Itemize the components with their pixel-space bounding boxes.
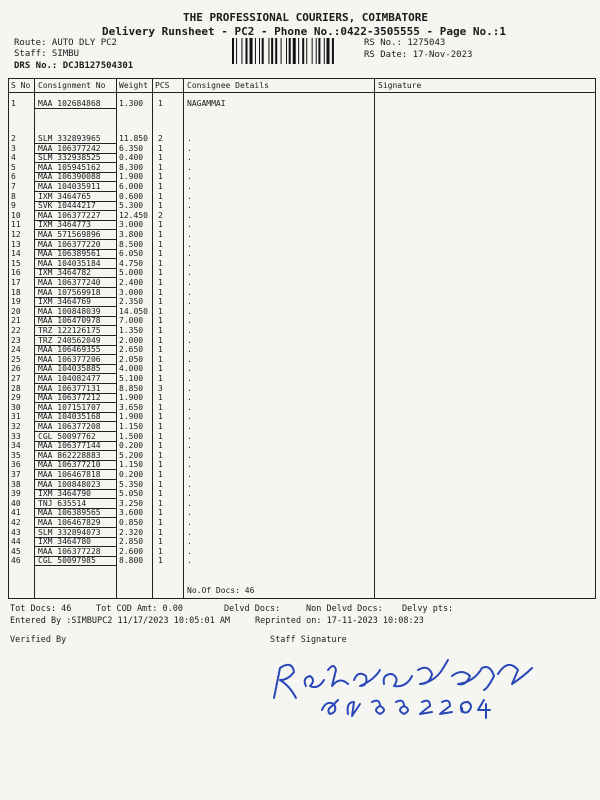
row-consignee: . <box>187 249 192 259</box>
row-weight: 3.250 <box>119 498 144 508</box>
row-consignment: CGL 50097762 <box>38 431 96 441</box>
row-pcs: 1 <box>158 182 163 191</box>
row-pcs: 1 <box>158 220 163 230</box>
column-header-consignment: Consignment No <box>38 81 106 90</box>
row-consignee: . <box>187 393 192 403</box>
row-consignee: . <box>187 460 192 470</box>
row-pcs: 1 <box>158 460 163 470</box>
row-consignment: TRZ 122126175 <box>38 326 101 335</box>
row-consignee: . <box>187 210 192 220</box>
row-sno: 10 <box>11 210 21 220</box>
row-weight: 5.200 <box>119 450 144 460</box>
row-weight: 1.350 <box>119 326 144 335</box>
row-sno: 46 <box>11 556 21 566</box>
row-weight: 8.300 <box>119 162 144 172</box>
row-sno: 28 <box>11 383 21 393</box>
row-weight: 2.050 <box>119 354 144 364</box>
row-consignee: . <box>187 153 192 163</box>
verified-by-label: Verified By <box>10 635 67 645</box>
table-bottom-border <box>8 598 596 599</box>
row-consignee: . <box>187 287 192 297</box>
row-sno: 25 <box>11 354 21 364</box>
row-consignee: . <box>187 546 192 556</box>
row-sno: 11 <box>11 220 21 230</box>
row-consignment: MAA 105945162 <box>38 162 101 172</box>
column-divider <box>152 78 153 598</box>
reprinted-on: Reprinted on: 17-11-2023 10:08:23 <box>255 616 424 626</box>
row-consignee: . <box>187 220 192 230</box>
row-pcs: 1 <box>158 326 163 335</box>
row-pcs: 1 <box>158 422 163 431</box>
row-pcs: 1 <box>158 470 163 479</box>
route-label: Route: AUTO DLY PC2 <box>14 38 117 48</box>
row-consignee: . <box>187 162 192 172</box>
row-pcs: 1 <box>158 546 163 556</box>
row-consignment: MAA 106389561 <box>38 249 101 259</box>
row-weight: 1.900 <box>119 172 144 182</box>
row-consignee: . <box>187 326 192 335</box>
row-sno: 6 <box>11 172 16 182</box>
row-consignee: . <box>187 364 192 374</box>
row-consignee: . <box>187 172 192 182</box>
rs-date: RS Date: 17-Nov-2023 <box>364 50 473 60</box>
non-delivered-docs: Non Delvd Docs: <box>306 604 383 614</box>
row-pcs: 1 <box>158 431 163 441</box>
row-consignee: . <box>187 498 192 508</box>
row-weight: 1.900 <box>119 393 144 403</box>
row-consignment: MAA 100848039 <box>38 306 101 316</box>
row-consignee: . <box>187 297 192 307</box>
row-sno: 43 <box>11 527 21 537</box>
row-consignment: TNJ 635514 <box>38 498 87 508</box>
row-sno: 2 <box>11 134 16 143</box>
row-weight: 0.200 <box>119 470 144 479</box>
row-sno: 40 <box>11 498 21 508</box>
row-sno: 35 <box>11 450 21 460</box>
row-consignee: . <box>187 518 192 527</box>
row-sno: 38 <box>11 479 21 489</box>
row-sno: 44 <box>11 537 21 547</box>
row-consignment: MAA 104082477 <box>38 374 101 383</box>
row-sno: 41 <box>11 508 21 518</box>
column-header-sno: S No <box>11 81 31 90</box>
row-pcs: 1 <box>158 527 163 537</box>
rs-number: RS No.: 1275043 <box>364 38 446 48</box>
company-name: THE PROFESSIONAL COURIERS, COIMBATORE <box>183 11 429 24</box>
row-sno: 9 <box>11 201 16 211</box>
row-consignee: . <box>187 556 192 566</box>
row-consignee: . <box>187 527 192 537</box>
row-consignee: . <box>187 258 192 268</box>
row-weight: 8.850 <box>119 383 144 393</box>
row-pcs: 1 <box>158 412 163 422</box>
row-sno: 17 <box>11 278 21 287</box>
row-consignment: IXM 3464790 <box>38 489 91 499</box>
row-pcs: 1 <box>158 162 163 172</box>
row-consignment: MAA 106467829 <box>38 518 101 527</box>
handwritten-signature <box>262 640 562 720</box>
row-consignment: IXM 3464780 <box>38 537 91 547</box>
row-consignment: MAA 106377212 <box>38 393 101 403</box>
staff-label: Staff: SIMBU <box>14 49 80 59</box>
row-pcs: 1 <box>158 143 163 153</box>
row-consignment: MAA 106390088 <box>38 172 101 182</box>
row-consignment: MAA 106377144 <box>38 441 101 451</box>
row-sno: 4 <box>11 153 16 163</box>
row-consignment: MAA 106377240 <box>38 278 101 287</box>
row-weight: 3.800 <box>119 230 144 239</box>
row-pcs: 1 <box>158 230 163 239</box>
column-divider <box>116 78 117 598</box>
total-cod-amount: Tot COD Amt: 0.00 <box>96 604 183 614</box>
row-weight: 2.000 <box>119 335 144 345</box>
row-weight: 4.000 <box>119 364 144 374</box>
row-consignee: . <box>187 431 192 441</box>
row-pcs: 1 <box>158 306 163 316</box>
row-pcs: 1 <box>158 172 163 182</box>
row-consignee: . <box>187 268 192 278</box>
row-weight: 3.000 <box>119 287 144 297</box>
row-pcs: 3 <box>158 383 163 393</box>
row-sno: 5 <box>11 162 16 172</box>
row-pcs: 1 <box>158 201 163 211</box>
row-weight: 6.000 <box>119 182 144 191</box>
row-sno: 21 <box>11 316 21 326</box>
row-consignee: . <box>187 537 192 547</box>
row-sno: 30 <box>11 402 21 412</box>
row-weight: 6.050 <box>119 249 144 259</box>
row-weight: 0.850 <box>119 518 144 527</box>
cell-underline <box>35 565 116 566</box>
row-pcs: 1 <box>158 354 163 364</box>
staff-signature-label: Staff Signature <box>270 635 347 645</box>
row-weight: 8.500 <box>119 239 144 249</box>
row-consignee: . <box>187 143 192 153</box>
row-consignee: . <box>187 306 192 316</box>
row-weight: 1.900 <box>119 412 144 422</box>
row-consignee: . <box>187 374 192 383</box>
row-sno: 13 <box>11 239 21 249</box>
row-pcs: 1 <box>158 345 163 355</box>
row-consignment: IXM 3464769 <box>38 297 91 307</box>
row-pcs: 1 <box>158 364 163 374</box>
row-sno: 14 <box>11 249 21 259</box>
row-pcs: 1 <box>158 489 163 499</box>
row-consignee: . <box>187 412 192 422</box>
row-weight: 5.300 <box>119 201 144 211</box>
total-docs: Tot Docs: 46 <box>10 604 72 614</box>
row-weight: 11.850 <box>119 134 148 143</box>
row-consignee: . <box>187 230 192 239</box>
row-weight: 1.150 <box>119 422 144 431</box>
delivered-docs: Delvd Docs: <box>224 604 281 614</box>
row-consignment: MAA 106469355 <box>38 345 101 355</box>
row-sno: 33 <box>11 431 21 441</box>
row-pcs: 1 <box>158 518 163 527</box>
row-pcs: 1 <box>158 239 163 249</box>
row-pcs: 1 <box>158 498 163 508</box>
row-sno: 8 <box>11 191 16 201</box>
row-pcs: 2 <box>158 210 163 220</box>
drs-number: DRS No.: DCJB127504301 <box>14 61 134 71</box>
row-consignment: MAA 100848023 <box>38 479 101 489</box>
row-weight: 0.400 <box>119 153 144 163</box>
row-sno: 22 <box>11 326 21 335</box>
table-left-border <box>8 78 9 598</box>
row-consignee: . <box>187 450 192 460</box>
row-consignment: MAA 107569918 <box>38 287 101 297</box>
row-sno: 3 <box>11 143 16 153</box>
row-sno: 26 <box>11 364 21 374</box>
row-consignment: MAA 106377220 <box>38 239 101 249</box>
row-sno: 15 <box>11 258 21 268</box>
row-consignment: CGL 50097985 <box>38 556 96 566</box>
row-sno: 39 <box>11 489 21 499</box>
row-weight: 2.400 <box>119 278 144 287</box>
row-consignment: MAA 104035168 <box>38 412 101 422</box>
row-pcs: 1 <box>158 335 163 345</box>
row-weight: 2.320 <box>119 527 144 537</box>
row-consignment: IXM 3464773 <box>38 220 91 230</box>
runsheet-title: Delivery Runsheet - PC2 - Phone No.:0422-3505555 - Page No.:1 <box>102 25 506 38</box>
row-consignment: MAA 106467818 <box>38 470 101 479</box>
row-sno: 29 <box>11 393 21 403</box>
row-weight: 3.000 <box>119 220 144 230</box>
cell-underline <box>35 108 116 109</box>
row-pcs: 1 <box>158 287 163 297</box>
table-top-border <box>8 78 596 79</box>
row-consignment: MAA 102684868 <box>38 99 101 108</box>
row-weight: 2.850 <box>119 537 144 547</box>
row-consignment: SLM 332893965 <box>38 134 101 143</box>
row-consignee: . <box>187 239 192 249</box>
delivery-points: Delvy pts: <box>402 604 454 614</box>
row-consignee: . <box>187 383 192 393</box>
row-pcs: 1 <box>158 374 163 383</box>
row-weight: 8.800 <box>119 556 144 566</box>
row-sno: 1 <box>11 99 16 108</box>
row-pcs: 1 <box>158 450 163 460</box>
row-consignment: SLM 332894073 <box>38 527 101 537</box>
row-consignment: SVK 10444217 <box>38 201 96 211</box>
row-weight: 5.000 <box>119 268 144 278</box>
row-consignee: . <box>187 354 192 364</box>
row-sno: 32 <box>11 422 21 431</box>
row-pcs: 1 <box>158 249 163 259</box>
column-header-pcs: PCS <box>155 81 170 90</box>
column-divider <box>183 78 184 598</box>
row-weight: 0.200 <box>119 441 144 451</box>
row-sno: 24 <box>11 345 21 355</box>
row-sno: 36 <box>11 460 21 470</box>
row-consignment: MAA 106377131 <box>38 383 101 393</box>
row-consignee: NAGAMMAI <box>187 99 226 108</box>
row-consignment: MAA 107151707 <box>38 402 101 412</box>
row-pcs: 1 <box>158 479 163 489</box>
row-weight: 2.650 <box>119 345 144 355</box>
row-pcs: 1 <box>158 153 163 163</box>
column-divider <box>34 78 35 598</box>
row-consignee: . <box>187 316 192 326</box>
row-consignment: MAA 106377227 <box>38 210 101 220</box>
row-consignee: . <box>187 422 192 431</box>
row-pcs: 1 <box>158 393 163 403</box>
row-consignee: . <box>187 182 192 191</box>
row-weight: 3.600 <box>119 508 144 518</box>
row-pcs: 1 <box>158 537 163 547</box>
row-weight: 14.050 <box>119 306 148 316</box>
column-divider <box>374 78 375 598</box>
row-consignee: . <box>187 470 192 479</box>
row-weight: 1.500 <box>119 431 144 441</box>
row-sno: 42 <box>11 518 21 527</box>
row-consignee: . <box>187 402 192 412</box>
row-sno: 16 <box>11 268 21 278</box>
row-consignee: . <box>187 479 192 489</box>
row-consignment: TRZ 240562049 <box>38 335 101 345</box>
row-pcs: 1 <box>158 402 163 412</box>
row-sno: 7 <box>11 182 16 191</box>
row-weight: 7.000 <box>119 316 144 326</box>
row-consignment: MAA 106377228 <box>38 546 101 556</box>
row-weight: 12.450 <box>119 210 148 220</box>
row-consignee: . <box>187 335 192 345</box>
row-pcs: 1 <box>158 268 163 278</box>
row-consignment: MAA 104035885 <box>38 364 101 374</box>
row-consignment: MAA 106470978 <box>38 316 101 326</box>
row-sno: 20 <box>11 306 21 316</box>
row-pcs: 1 <box>158 258 163 268</box>
row-pcs: 1 <box>158 508 163 518</box>
row-consignment: MAA 104035184 <box>38 258 101 268</box>
row-pcs: 1 <box>158 556 163 566</box>
row-sno: 12 <box>11 230 21 239</box>
row-consignee: . <box>187 201 192 211</box>
column-header-signature: Signature <box>378 81 422 90</box>
row-sno: 23 <box>11 335 21 345</box>
row-consignee: . <box>187 441 192 451</box>
row-consignee: . <box>187 278 192 287</box>
row-weight: 5.100 <box>119 374 144 383</box>
row-consignment: MAA 106377210 <box>38 460 101 470</box>
row-sno: 34 <box>11 441 21 451</box>
row-weight: 0.600 <box>119 191 144 201</box>
row-sno: 45 <box>11 546 21 556</box>
row-consignment: MAA 862228883 <box>38 450 101 460</box>
row-consignment: MAA 106377206 <box>38 354 101 364</box>
row-consignment: MAA 571569896 <box>38 230 101 239</box>
row-consignment: SLM 332938525 <box>38 153 101 163</box>
row-consignment: MAA 106389565 <box>38 508 101 518</box>
row-weight: 3.650 <box>119 402 144 412</box>
row-pcs: 1 <box>158 278 163 287</box>
row-consignment: MAA 104035911 <box>38 182 101 191</box>
no-of-docs: No.Of Docs: 46 <box>187 586 255 595</box>
row-weight: 5.050 <box>119 489 144 499</box>
row-weight: 6.350 <box>119 143 144 153</box>
barcode-image <box>232 38 358 64</box>
row-weight: 1.300 <box>119 99 144 108</box>
row-sno: 31 <box>11 412 21 422</box>
row-pcs: 1 <box>158 99 163 108</box>
table-right-border <box>595 78 596 598</box>
column-header-consignee: Consignee Details <box>187 81 269 90</box>
row-consignee: . <box>187 345 192 355</box>
row-consignment: IXM 3464765 <box>38 191 91 201</box>
row-consignee: . <box>187 191 192 201</box>
row-sno: 18 <box>11 287 21 297</box>
row-consignee: . <box>187 134 192 143</box>
table-header-border <box>8 92 596 93</box>
row-weight: 2.600 <box>119 546 144 556</box>
row-weight: 4.750 <box>119 258 144 268</box>
column-header-weight: Weight <box>119 81 148 90</box>
row-sno: 19 <box>11 297 21 307</box>
row-consignment: MAA 106377242 <box>38 143 101 153</box>
row-pcs: 1 <box>158 316 163 326</box>
row-pcs: 2 <box>158 134 163 143</box>
row-weight: 1.150 <box>119 460 144 470</box>
row-weight: 2.350 <box>119 297 144 307</box>
row-consignment: IXM 3464782 <box>38 268 91 278</box>
row-consignee: . <box>187 489 192 499</box>
row-sno: 27 <box>11 374 21 383</box>
entered-by: Entered By :SIMBUPC2 11/17/2023 10:05:01 AM <box>10 616 231 626</box>
row-pcs: 1 <box>158 441 163 451</box>
row-consignment: MAA 106377208 <box>38 422 101 431</box>
row-consignee: . <box>187 508 192 518</box>
row-pcs: 1 <box>158 191 163 201</box>
row-pcs: 1 <box>158 297 163 307</box>
row-weight: 5.350 <box>119 479 144 489</box>
row-sno: 37 <box>11 470 21 479</box>
